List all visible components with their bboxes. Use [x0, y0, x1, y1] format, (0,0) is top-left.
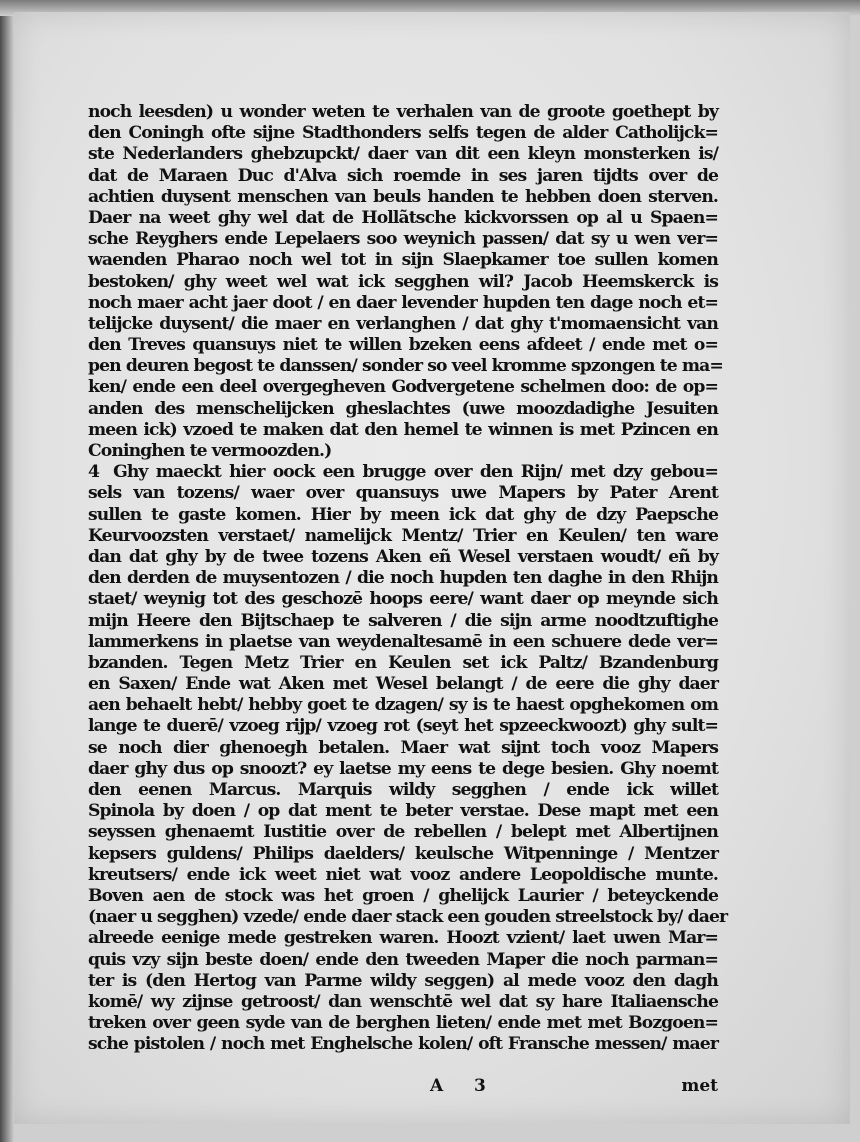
text-line: Daer na weet ghy wel dat de Hollãtsche kickvorssen op al u Spaen=	[88, 207, 718, 228]
signature-mark: A	[430, 1076, 444, 1096]
text-line: treken over geen syde van de berghen lieten/ ende met met Bozgoen=	[88, 1013, 718, 1034]
text-line: sullen te gaste komen. Hier by meen ick dat ghy de dzy Paepsche	[88, 504, 718, 525]
catchword: met	[681, 1076, 718, 1096]
text-line: sche pistolen / noch met Enghelsche kolen/ oft Fransche messen/ maer	[88, 1034, 718, 1055]
text-line: pen deuren begost te danssen/ sonder so veel kromme spzongen te ma=	[88, 356, 723, 377]
text-line: Coninghen te vermoozden.)	[88, 441, 332, 461]
page-footer	[88, 1076, 718, 1098]
text-line: kreutsers/ ende ick weet niet wat vooz andere Leopoldische munte.	[88, 864, 718, 885]
text-line: lange te duerē/ vzoeg rijp/ vzoeg rot (seyt het spzeeckwoozt) ghy sult=	[88, 716, 718, 737]
text-line: aen behaelt hebt/ hebby goet te dzagen/ sy is te haest opghekomen om	[88, 695, 718, 716]
paragraph-start-line	[88, 462, 718, 483]
text-line: Spinola by doen / op dat ment te beter verstae. Dese mapt met een	[88, 801, 718, 822]
text-line: bestoken/ ghy weet wel wat ick segghen wil? Jacob Heemskerck is	[88, 271, 718, 292]
text-line: komē/ wy zijnse getroost/ dan wenschtē wel dat sy hare Italiaensche	[88, 991, 718, 1012]
text-line: en Saxen/ Ende wat Aken met Wesel belangt / de eere die ghy daer	[88, 674, 718, 695]
text-line: sche Reyghers ende Lepelaers soo weynich passen/ dat sy u wen ver=	[88, 229, 718, 250]
text-line: noch leesden) u wonder weten te verhalen van de groote goethept by	[88, 102, 718, 122]
text-line: den Treves quansuys niet te willen bzeken eens afdeet / ende met o=	[88, 335, 718, 356]
body-text	[88, 102, 728, 1055]
text-line: lammerkens in plaetse van weydenaltesamē in een schuere dede ver=	[88, 631, 718, 652]
paragraph-number: 4	[88, 462, 100, 483]
text-line: bzanden. Tegen Metz Trier en Keulen set ick Paltz/ Bzandenburg	[88, 652, 718, 673]
text-line: meen ick) vzoed te maken dat den hemel te winnen is met Pzincen en	[88, 419, 718, 440]
text-line: daer ghy dus op snoozt? ey laetse my eens te dege besien. Ghy noemt	[88, 758, 718, 779]
text-line: waenden Pharao noch wel tot in sijn Slaepkamer toe sullen komen	[88, 250, 718, 271]
text-line: telijcke duysent/ die maer en verlanghen / dat ghy t'momaensicht van	[88, 313, 718, 334]
text-line: Ghy maeckt hier oock een brugge over den Rijn/ met dzy gebou=	[113, 462, 718, 483]
text-line: ter is (den Hertog van Parme wildy seggen) al mede vooz den dagh	[88, 970, 718, 991]
text-line: staet/ weynig tot des geschozē hoops eere/ want daer op meynde sich	[88, 589, 718, 610]
text-line: (naer u segghen) vzede/ ende daer stack een gouden streelstock by/ daer	[88, 907, 728, 928]
document-page	[14, 12, 850, 1124]
text-line: den Coningh ofte sijne Stadthonders selfs tegen de alder Catholijck=	[88, 123, 718, 144]
text-line: ken/ ende een deel overgegheven Godvergetene schelmen doo: de op=	[88, 377, 718, 398]
text-line: anden des menschelijcken gheslachtes (uwe moozdadighe Jesuiten	[88, 398, 718, 419]
text-line: quis vzy sijn beste doen/ ende den tweeden Maper die noch parman=	[88, 949, 718, 970]
text-line: seyssen ghenaemt Iustitie over de rebellen / belept met Albertijnen	[88, 822, 718, 843]
text-line: mijn Heere den Bijtschaep te salveren / die sijn arme noodtzuftighe	[88, 610, 718, 631]
page-number: 3	[474, 1076, 486, 1096]
text-line: se noch dier ghenoegh betalen. Maer wat sijnt toch vooz Mapers	[88, 737, 718, 758]
text-line: ste Nederlanders ghebzupckt/ daer van dit een kleyn monsterken is/	[88, 144, 718, 165]
text-line: sels van tozens/ waer over quansuys uwe Mapers by Pater Arent	[88, 483, 718, 504]
text-line: kepsers guldens/ Philips daelders/ keulsche Witpenninge / Mentzer	[88, 843, 718, 864]
scan-left-edge	[0, 0, 14, 1142]
text-line: Keurvoozsten verstaet/ namelijck Mentz/ Trier en Keulen/ ten ware	[88, 525, 718, 546]
text-line: dan dat ghy by de twee tozens Aken eñ Wesel verstaen woudt/ eñ by	[88, 546, 718, 567]
text-line: Boven aen de stock was het groen / ghelijck Laurier / beteyckende	[88, 885, 718, 906]
text-line: den eenen Marcus. Marquis wildy segghen / ende ick willet	[88, 780, 718, 800]
text-line: den derden de muysentozen / die noch hupden ten daghe in den Rhijn	[88, 568, 718, 589]
text-line: dat de Maraen Duc d'Alva sich roemde in ses jaren tijdts over de	[88, 165, 718, 186]
text-line: alreede eenige mede gestreken waren. Hoozt vzient/ laet uwen Mar=	[88, 928, 718, 949]
text-line: achtien duysent menschen van beuls handen te hebben doen sterven.	[88, 186, 718, 207]
text-line: noch maer acht jaer doot / en daer levender hupden ten dage noch et=	[88, 292, 718, 313]
